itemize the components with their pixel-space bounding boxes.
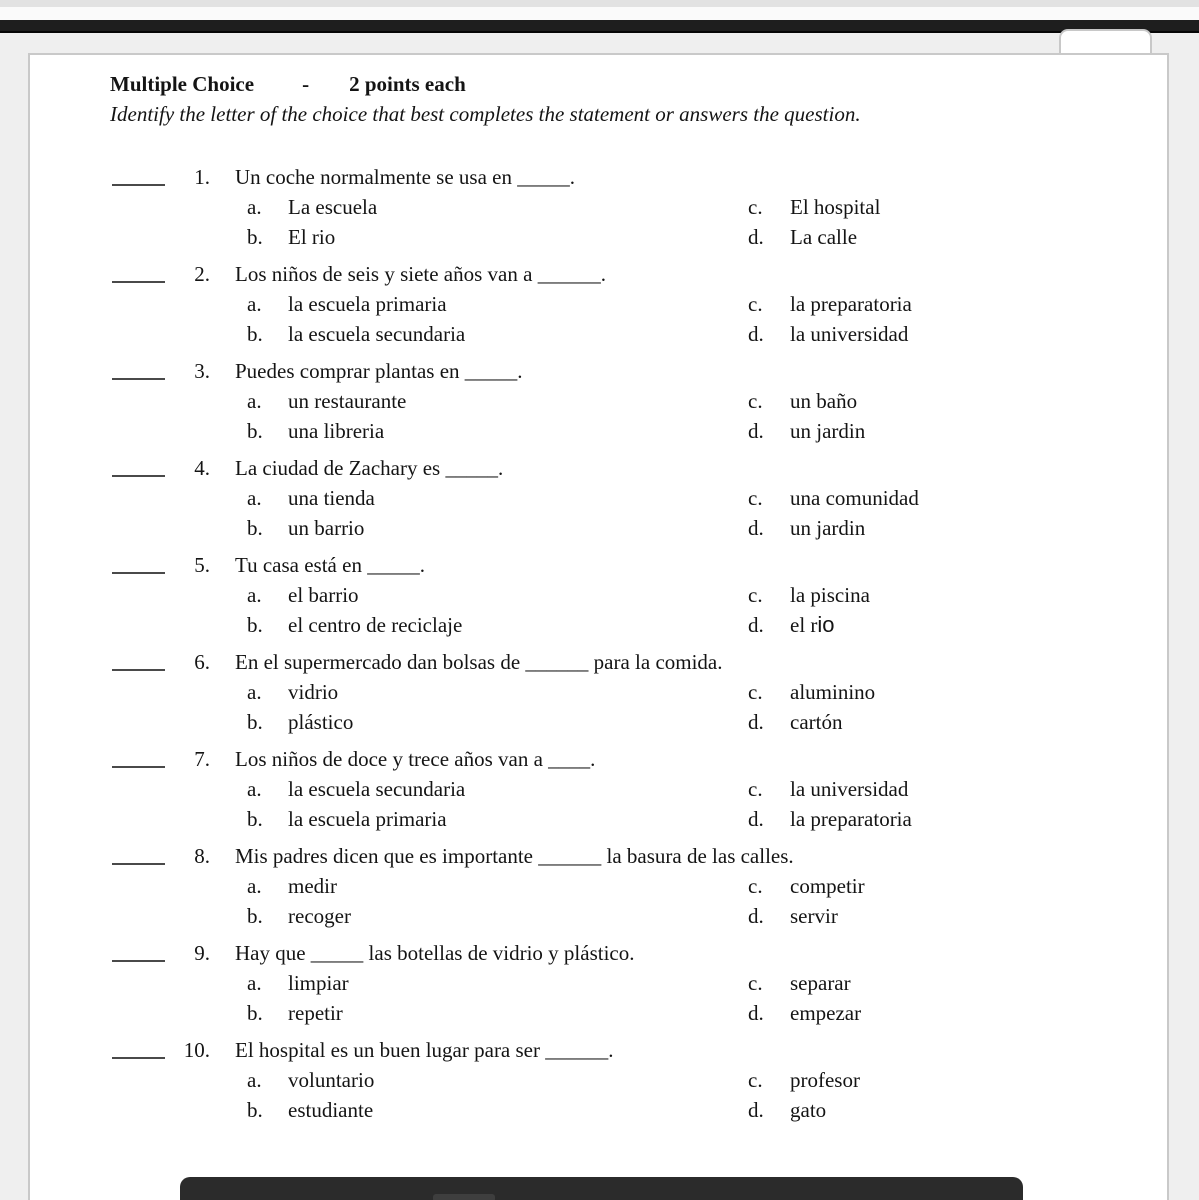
option-label: b. <box>247 904 263 928</box>
option-text: vidrio <box>288 680 339 704</box>
option-label: b. <box>247 1001 263 1025</box>
question-number: 5. <box>194 553 210 577</box>
question-head <box>112 938 1139 968</box>
answer-blank <box>112 841 165 865</box>
question-number: 2. <box>194 262 210 286</box>
option-text: la escuela secundaria <box>288 777 466 801</box>
option-label: c. <box>748 1068 763 1092</box>
options-grid <box>247 774 1139 834</box>
question-block <box>110 550 1139 640</box>
option-text: servir <box>790 904 838 928</box>
quiz-points: 2 points each <box>349 72 466 96</box>
option-text: separar <box>790 971 851 995</box>
option-label: d. <box>748 904 764 928</box>
option-text: competir <box>790 874 865 898</box>
answer-blank <box>112 1035 165 1059</box>
option-text: La escuela <box>288 195 378 219</box>
question-number: 8. <box>194 844 210 868</box>
option-label: c. <box>748 486 763 510</box>
question-text: El hospital es un buen lugar para ser ______. <box>235 1038 614 1062</box>
option-label: b. <box>247 516 263 540</box>
option-label: c. <box>748 971 763 995</box>
answer-blank <box>112 550 165 574</box>
option-label: a. <box>247 680 262 704</box>
question-head <box>112 259 1139 289</box>
question-number: 10. <box>183 1038 210 1062</box>
option-text: repetir <box>288 1001 343 1025</box>
browser-tab[interactable] <box>1059 29 1152 53</box>
option-text: voluntario <box>288 1068 375 1092</box>
option-label: d. <box>748 1098 764 1122</box>
option-text: el barrio <box>288 583 359 607</box>
options-grid <box>247 968 1139 1028</box>
option-label: a. <box>247 195 262 219</box>
option-label: b. <box>247 1098 263 1122</box>
option-text: estudiante <box>288 1098 374 1122</box>
option-label: a. <box>247 777 262 801</box>
option-text: limpiar <box>288 971 349 995</box>
window-top-band <box>0 7 1199 20</box>
option-text: una tienda <box>288 486 375 510</box>
question-text: Mis padres dicen que es importante ______ la basura de las calles. <box>235 844 794 868</box>
option-label: a. <box>247 583 262 607</box>
question-block <box>110 453 1139 543</box>
answer-blank <box>112 162 165 186</box>
option-label: d. <box>748 322 764 346</box>
answer-blank <box>112 744 165 768</box>
options-grid <box>247 192 1139 252</box>
option-label: c. <box>748 874 763 898</box>
options-grid <box>247 580 1139 640</box>
page-content <box>30 55 1167 1125</box>
option-text: El hospital <box>790 195 881 219</box>
answer-blank <box>112 453 165 477</box>
option-text: profesor <box>790 1068 860 1092</box>
window-top-strip <box>0 0 1199 7</box>
question-head <box>112 841 1139 871</box>
question-number: 9. <box>194 941 210 965</box>
options-grid <box>247 677 1139 737</box>
option-label: d. <box>748 1001 764 1025</box>
option-text: un baño <box>790 389 858 413</box>
option-text: empezar <box>790 1001 862 1025</box>
option-label: b. <box>247 710 263 734</box>
answer-blank <box>112 356 165 380</box>
option-text: gato <box>790 1098 827 1122</box>
option-text: el centro de reciclaje <box>288 613 463 637</box>
question-text: La ciudad de Zachary es _____. <box>235 456 504 480</box>
option-label: b. <box>247 419 263 443</box>
option-text: un jardin <box>790 516 866 540</box>
option-text: la universidad <box>790 322 909 346</box>
option-text: la piscina <box>790 583 870 607</box>
option-label: b. <box>247 225 263 249</box>
question-block <box>110 259 1139 349</box>
option-label: d. <box>748 613 764 637</box>
question-number: 1. <box>194 165 210 189</box>
option-text: cartón <box>790 710 843 734</box>
question-number: 7. <box>194 747 210 771</box>
options-grid <box>247 289 1139 349</box>
question-head <box>112 1035 1139 1065</box>
question-text: Un coche normalmente se usa en _____. <box>235 165 575 189</box>
option-text: La calle <box>790 225 858 249</box>
option-text: la universidad <box>790 777 909 801</box>
option-text: el rio <box>790 612 835 637</box>
question-head <box>112 550 1139 580</box>
question-list <box>110 162 1139 1125</box>
quiz-instruction: Identify the letter of the choice that best completes the statement or answers the question. <box>110 102 861 126</box>
question-block <box>110 647 1139 737</box>
option-label: b. <box>247 613 263 637</box>
option-text: la escuela primaria <box>288 807 447 831</box>
option-label: d. <box>748 710 764 734</box>
question-head <box>112 453 1139 483</box>
options-grid <box>247 483 1139 543</box>
browser-chrome-bar <box>0 20 1199 33</box>
question-number: 3. <box>194 359 210 383</box>
option-label: a. <box>247 1068 262 1092</box>
option-label: d. <box>748 419 764 443</box>
option-text: un jardin <box>790 419 866 443</box>
question-number: 4. <box>194 456 210 480</box>
question-text: Hay que _____ las botellas de vidrio y plástico. <box>235 941 635 965</box>
question-block <box>110 1035 1139 1125</box>
question-block <box>110 841 1139 931</box>
question-text: Los niños de seis y siete años van a ______. <box>235 262 606 286</box>
option-text: medir <box>288 874 337 898</box>
question-block <box>110 938 1139 1028</box>
option-label: d. <box>748 807 764 831</box>
option-text: la escuela secundaria <box>288 322 466 346</box>
option-label: c. <box>748 389 763 413</box>
quiz-title: Multiple Choice <box>110 72 255 96</box>
heading-dash: - <box>302 72 310 96</box>
option-text: un barrio <box>288 516 365 540</box>
question-text: En el supermercado dan bolsas de ______ para la comida. <box>235 650 723 674</box>
answer-blank <box>112 938 165 962</box>
option-label: c. <box>748 583 763 607</box>
option-text: El rio <box>288 225 336 249</box>
question-head <box>112 744 1139 774</box>
option-label: a. <box>247 389 262 413</box>
option-label: c. <box>748 777 763 801</box>
question-head <box>112 356 1139 386</box>
quiz-heading <box>110 69 1139 99</box>
option-text: plástico <box>288 710 354 734</box>
option-label: a. <box>247 486 262 510</box>
option-text: recoger <box>288 904 351 928</box>
option-label: b. <box>247 807 263 831</box>
option-text: la preparatoria <box>790 292 912 316</box>
bottom-toolbar[interactable] <box>180 1177 1023 1200</box>
option-label: c. <box>748 680 763 704</box>
answer-blank <box>112 647 165 671</box>
option-text: una comunidad <box>790 486 919 510</box>
option-text: un restaurante <box>288 389 407 413</box>
answer-blank <box>112 259 165 283</box>
option-text-alt-font: io <box>817 612 835 637</box>
question-block <box>110 744 1139 834</box>
option-label: b. <box>247 322 263 346</box>
toolbar-handle[interactable] <box>433 1194 495 1200</box>
option-label: d. <box>748 225 764 249</box>
question-block <box>110 356 1139 446</box>
question-text: Tu casa está en _____. <box>235 553 425 577</box>
option-text: la escuela primaria <box>288 292 447 316</box>
option-text: la preparatoria <box>790 807 912 831</box>
question-number: 6. <box>194 650 210 674</box>
question-text: Los niños de doce y trece años van a ____. <box>235 747 596 771</box>
option-text: una libreria <box>288 419 385 443</box>
options-grid <box>247 871 1139 931</box>
options-grid <box>247 386 1139 446</box>
question-head <box>112 647 1139 677</box>
option-label: a. <box>247 971 262 995</box>
option-text: aluminino <box>790 680 876 704</box>
option-label: a. <box>247 874 262 898</box>
question-block <box>110 162 1139 252</box>
question-head <box>112 162 1139 192</box>
document-page <box>28 53 1169 1200</box>
option-label: c. <box>748 195 763 219</box>
option-label: d. <box>748 516 764 540</box>
question-text: Puedes comprar plantas en _____. <box>235 359 523 383</box>
option-label: c. <box>748 292 763 316</box>
option-label: a. <box>247 292 262 316</box>
options-grid <box>247 1065 1139 1125</box>
